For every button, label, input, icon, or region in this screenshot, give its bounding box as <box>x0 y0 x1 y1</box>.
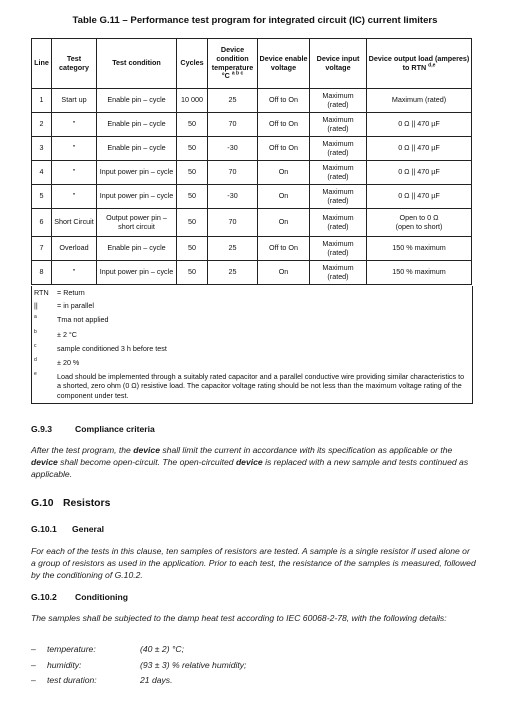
cell-line: 6 <box>32 209 52 237</box>
cell-load: 150 % maximum <box>367 237 472 261</box>
list-value: (40 ± 2) °C; <box>140 644 184 654</box>
section-number: G.10.2 <box>31 592 57 602</box>
cell-category: " <box>52 161 97 185</box>
cell-input: Maximum (rated) <box>310 237 367 261</box>
cell-cycles: 50 <box>177 161 208 185</box>
cell-cycles: 50 <box>177 113 208 137</box>
table-row <box>32 137 472 161</box>
cell-condition: Input power pin – cycle <box>97 161 177 185</box>
cell-line: 3 <box>32 137 52 161</box>
table-row <box>32 209 472 237</box>
section-title: General <box>72 524 105 534</box>
list-dash: – <box>31 675 36 685</box>
list-item <box>31 644 471 660</box>
term-device: device <box>133 445 160 455</box>
section-heading-g102 <box>31 592 128 602</box>
header-load-notes: d,e <box>428 62 436 69</box>
note-text: Tma not applied <box>57 315 109 324</box>
paragraph-conditioning: The samples shall be subjected to the damp heat test according to IEC 60068-2-78, with the following details: <box>31 613 447 623</box>
list-label: humidity: <box>47 659 82 670</box>
cell-line: 4 <box>32 161 52 185</box>
paragraph-text: is replaced with a new sample and tests continued as applicable. <box>31 457 469 479</box>
table-title: Table G.11 – Performance test program for integrated circuit (IC) current limiters <box>72 15 438 26</box>
cell-enable: Off to On <box>258 89 310 113</box>
section-number: G.9.3 <box>31 424 53 434</box>
cell-load: 0 Ω || 470 µF <box>367 185 472 209</box>
header-input: Device input voltage <box>310 39 367 89</box>
cell-load <box>367 209 472 237</box>
cell-input: Maximum (rated) <box>310 185 367 209</box>
cell-input: Maximum (rated) <box>310 161 367 185</box>
section-heading-g101 <box>31 524 104 534</box>
paragraph-text: shall limit the current in accordance with its specification as applicable or the <box>159 445 453 455</box>
table-row <box>32 185 472 209</box>
list-item <box>31 660 471 676</box>
cell-category: Overload <box>52 237 97 261</box>
cell-load-line1: Open to 0 Ω <box>399 212 439 222</box>
cell-condition: Enable pin – cycle <box>97 237 177 261</box>
cell-load: 150 % maximum <box>367 261 472 285</box>
header-temperature-label: Device condition temperature <box>211 44 254 72</box>
cell-category: " <box>52 185 97 209</box>
cell-load: 0 Ω || 470 µF <box>367 137 472 161</box>
cell-input: Maximum (rated) <box>310 209 367 237</box>
cell-enable: Off to On <box>258 237 310 261</box>
cell-cycles: 50 <box>177 185 208 209</box>
list-label: temperature: <box>47 644 96 654</box>
cell-enable: On <box>258 161 310 185</box>
cell-enable: Off to On <box>258 137 310 161</box>
note-text: = in parallel <box>57 301 94 310</box>
term-device: device <box>31 457 58 467</box>
cell-condition: Output power pin – short circuit <box>97 209 177 237</box>
cell-load: Maximum (rated) <box>367 89 472 113</box>
cell-condition: Input power pin – cycle <box>97 261 177 285</box>
term-device: device <box>235 457 263 467</box>
cell-line: 5 <box>32 185 52 209</box>
header-condition: Test condition <box>97 39 177 89</box>
cell-temperature: 70 <box>208 113 258 137</box>
header-line: Line <box>32 39 52 89</box>
list-label: test duration: <box>47 675 97 685</box>
cell-category: " <box>52 137 97 161</box>
cell-condition: Enable pin – cycle <box>97 113 177 137</box>
table-notes: RTN = Return || = in parallel a Tma not applied b ± 2 °C c sample conditioned 3 h before test d ± 20 % e Load should be implemented through a suitably rated capacitor and a parallel conductive wire providing similar characteristics to a shorted, zero ohm (0 Ω) resistive load. The capacitor voltage rating should be not less than the maximum voltage rating of the component under test. <box>31 286 473 404</box>
list-dash: – <box>31 644 36 654</box>
section-title: Compliance criteria <box>75 424 155 434</box>
cell-input: Maximum (rated) <box>310 113 367 137</box>
cell-line: 2 <box>32 113 52 137</box>
table-header-row <box>32 39 472 89</box>
cell-input: Maximum (rated) <box>310 137 367 161</box>
cell-temperature: 25 <box>208 89 258 113</box>
cell-category: Start up <box>52 89 97 113</box>
cell-input: Maximum (rated) <box>310 89 367 113</box>
note-key: RTN <box>34 288 49 297</box>
header-temperature-notes: a b c <box>231 70 244 77</box>
cell-temperature: -30 <box>208 137 258 161</box>
cell-category: " <box>52 261 97 285</box>
list-value: (93 ± 3) % relative humidity; <box>140 659 247 670</box>
cell-cycles: 50 <box>177 209 208 237</box>
cell-cycles: 50 <box>177 261 208 285</box>
cell-cycles: 50 <box>177 237 208 261</box>
note-key: || <box>34 301 38 310</box>
list-dash: – <box>31 659 36 670</box>
section-title: Conditioning <box>75 592 128 602</box>
cell-condition: Input power pin – cycle <box>97 185 177 209</box>
header-category: Test category <box>52 39 97 89</box>
table-row <box>32 161 472 185</box>
table-row <box>32 89 472 113</box>
cell-load: 0 Ω || 470 µF <box>367 113 472 137</box>
paragraph-compliance <box>31 444 476 480</box>
header-load <box>367 39 472 89</box>
cell-condition: Enable pin – cycle <box>97 89 177 113</box>
section-heading-g10 <box>31 498 110 509</box>
performance-table <box>31 38 472 285</box>
header-temperature <box>208 39 258 89</box>
table-row <box>32 113 472 137</box>
cell-category: Short Circuit <box>52 209 97 237</box>
cell-enable: On <box>258 209 310 237</box>
list-value: 21 days. <box>140 675 173 685</box>
paragraph-text: shall become open-circuit. The open-circuited <box>57 457 236 467</box>
section-title: Resistors <box>63 498 111 509</box>
note-text: sample conditioned 3 h before test <box>57 344 167 353</box>
cell-enable: Off to On <box>258 113 310 137</box>
header-cycles: Cycles <box>177 39 208 89</box>
section-heading-g93 <box>31 424 155 434</box>
cell-category: " <box>52 113 97 137</box>
section-number: G.10.1 <box>31 524 57 534</box>
table-row <box>32 237 472 261</box>
cell-temperature: 70 <box>208 209 258 237</box>
note-text: ± 2 °C <box>57 330 78 339</box>
cell-condition: Enable pin – cycle <box>97 137 177 161</box>
note-text: = Return <box>57 288 85 297</box>
cell-line: 7 <box>32 237 52 261</box>
list-item <box>31 675 471 691</box>
table-row <box>32 261 472 285</box>
cell-cycles: 10 000 <box>177 89 208 113</box>
paragraph-text: After the test program, the <box>31 445 134 455</box>
cell-enable: On <box>258 261 310 285</box>
note-text: ± 20 % <box>57 358 80 367</box>
cell-cycles: 50 <box>177 137 208 161</box>
cell-temperature: -30 <box>208 185 258 209</box>
conditioning-details-list <box>31 644 471 691</box>
note-text: Load should be implemented through a suitably rated capacitor and a parallel conductive wire providing similar characteristics to a shorted, zero ohm (0 Ω) resistive load. The capacitor voltage rating should be not less than the maximum voltage rating of the component under test. <box>57 372 465 400</box>
cell-line: 8 <box>32 261 52 285</box>
cell-temperature: 70 <box>208 161 258 185</box>
section-number: G.10 <box>31 498 54 509</box>
cell-temperature: 25 <box>208 261 258 285</box>
cell-enable: On <box>258 185 310 209</box>
header-load-label: Device output load (amperes) to RTN <box>368 53 470 72</box>
cell-load: 0 Ω || 470 µF <box>367 161 472 185</box>
header-temperature-unit: °C <box>221 71 230 81</box>
paragraph-general: For each of the tests in this clause, ten samples of resistors are tested. A sample is a single resistor if used alone or a group of resistors as used in the application. Prior to each test, the resistance of the samples is measured, followed by the conditioning of G.10.2. <box>31 546 476 580</box>
cell-temperature: 25 <box>208 237 258 261</box>
cell-load-line2: (open to short) <box>395 221 443 231</box>
cell-input: Maximum (rated) <box>310 261 367 285</box>
cell-line: 1 <box>32 89 52 113</box>
header-enable: Device enable voltage <box>258 39 310 89</box>
